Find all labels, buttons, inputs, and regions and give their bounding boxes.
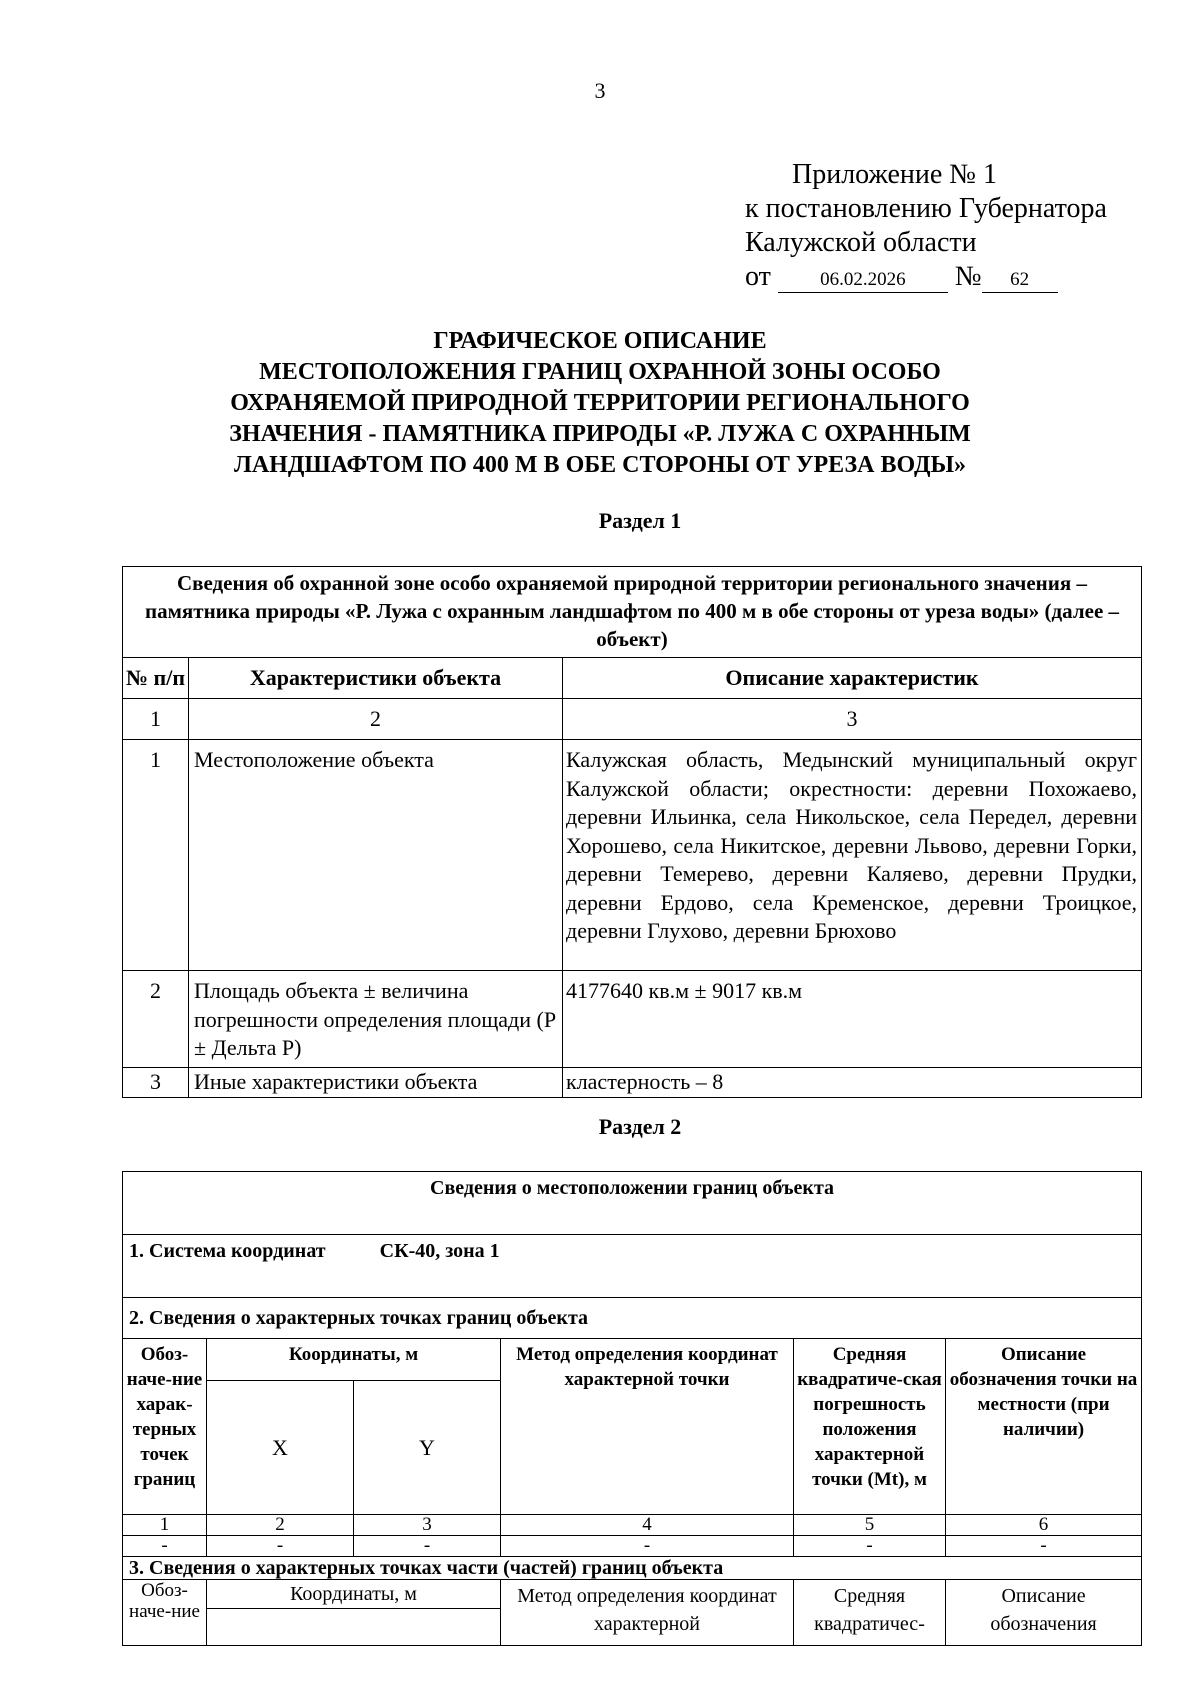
table-row bbox=[123, 740, 1142, 971]
header-number: № п/п bbox=[123, 658, 189, 699]
row-characteristic: Местоположение объекта bbox=[189, 740, 563, 971]
parts-header-description: Описание обозначения bbox=[946, 1580, 1142, 1646]
parts-header-method: Метод определения координат характерной bbox=[501, 1580, 794, 1646]
title-line: ОХРАНЯЕМОЙ ПРИРОДНОЙ ТЕРРИТОРИИ РЕГИОНАЛЬНОГО bbox=[230, 390, 970, 416]
header-designation: Обоз-наче-ние харак-терных точек границ bbox=[123, 1339, 207, 1515]
title-line: ЗНАЧЕНИЯ - ПАМЯТНИКА ПРИРОДЫ «Р. ЛУЖА С ОХРАННЫМ bbox=[229, 421, 971, 447]
header-y: Y bbox=[354, 1381, 501, 1515]
header-method: Метод определения координат характерной точки bbox=[501, 1339, 794, 1515]
column-number: 1 bbox=[123, 1515, 207, 1536]
title-line: ГРАФИЧЕСКОЕ ОПИСАНИЕ bbox=[433, 328, 767, 354]
coordinate-system-label: 1. Система координат bbox=[129, 1240, 326, 1262]
row-value: кластерность – 8 bbox=[563, 1068, 1142, 1098]
empty-cell: - bbox=[354, 1536, 501, 1557]
header-point-description: Описание обозначения точки на местности (при наличии) bbox=[946, 1339, 1142, 1515]
header-characteristics: Характеристики объекта bbox=[189, 658, 563, 699]
row-number: 1 bbox=[123, 740, 189, 971]
row-characteristic: Площадь объекта ± величина погрешности определения площади (Р ± Дельта Р) bbox=[189, 971, 563, 1068]
row-value: 4177640 кв.м ± 9017 кв.м bbox=[563, 971, 1142, 1068]
row-number: 2 bbox=[123, 971, 189, 1068]
column-number: 4 bbox=[501, 1515, 794, 1536]
section1-caption: Сведения об охранной зоне особо охраняемой природной территории регионального значения – памятника природы «Р. Лужа с охранным ландшафтом по 400 м в обе стороны от уреза воды» (далее – объект) bbox=[123, 567, 1142, 658]
date-prefix: от bbox=[745, 261, 771, 292]
section1-heading: Раздел 1 bbox=[598, 508, 682, 533]
header-error: Средняя квадратиче-ская погрешность положения характерной точки (Mt), м bbox=[794, 1339, 946, 1515]
table-row bbox=[123, 1068, 1142, 1098]
number-value: 62 bbox=[982, 268, 1058, 293]
coordinate-system-row bbox=[123, 1235, 1142, 1298]
parts-header-coordinates: Координаты, м bbox=[207, 1580, 501, 1609]
column-number: 1 bbox=[123, 699, 189, 740]
column-number: 5 bbox=[794, 1515, 946, 1536]
row-characteristic: Иные характеристики объекта bbox=[189, 1068, 563, 1098]
row-number: 3 bbox=[123, 1068, 189, 1098]
header-x: X bbox=[207, 1381, 354, 1515]
column-number: 3 bbox=[354, 1515, 501, 1536]
title-line: МЕСТОПОЛОЖЕНИЯ ГРАНИЦ ОХРАННОЙ ЗОНЫ ОСОБО bbox=[259, 359, 941, 385]
parts-header-error: Средняя квадратичес- bbox=[794, 1580, 946, 1646]
coordinate-system-value: СК-40, зона 1 bbox=[379, 1240, 500, 1262]
empty-cell: - bbox=[794, 1536, 946, 1557]
section2-caption: Сведения о местоположении границ объекта bbox=[123, 1172, 1142, 1235]
table-row bbox=[123, 1536, 1142, 1557]
appendix-line2: к постановлению Губернатора bbox=[745, 193, 1107, 224]
empty-cell: - bbox=[207, 1536, 354, 1557]
empty-cell: - bbox=[501, 1536, 794, 1557]
title-line: ЛАНДШАФТОМ ПО 400 М В ОБЕ СТОРОНЫ ОТ УРЕЗА ВОДЫ» bbox=[233, 452, 967, 478]
empty-cell: - bbox=[946, 1536, 1142, 1557]
column-number: 2 bbox=[189, 699, 563, 740]
document-title bbox=[150, 326, 1050, 481]
points-label: 2. Сведения о характерных точках границ объекта bbox=[123, 1298, 1142, 1339]
number-sign: № bbox=[954, 261, 982, 292]
date-value: 06.02.2026 bbox=[778, 268, 948, 293]
parts-header-designation: Обоз-наче-ние bbox=[123, 1580, 207, 1646]
section1-table bbox=[122, 566, 1142, 1098]
section2-heading: Раздел 2 bbox=[598, 1114, 682, 1139]
header-description: Описание характеристик bbox=[563, 658, 1142, 699]
parts-label: 3. Сведения о характерных точках части (частей) границ объекта bbox=[123, 1557, 1142, 1580]
empty-cell: - bbox=[123, 1536, 207, 1557]
section2-table bbox=[122, 1171, 1142, 1646]
table-row bbox=[123, 971, 1142, 1068]
column-number: 3 bbox=[563, 699, 1142, 740]
appendix-line3: Калужской области bbox=[745, 227, 977, 258]
header-coordinates: Координаты, м bbox=[207, 1339, 501, 1381]
row-value: Калужская область, Медынский муниципальный округ Калужской области; окрестности: деревни Похожаево, деревни Ильинка, села Никольское, села Передел, деревни Хорошево, села Никитское, деревни Львово, деревни Горки, деревни Темерево, деревни Каляево, деревни Прудки, деревни Ердово, села Кременское, деревни Троицкое, деревни Глухово, деревни Брюхово bbox=[563, 740, 1142, 971]
page-number: 3 bbox=[594, 78, 606, 103]
appendix-date-row bbox=[745, 260, 1107, 294]
parts-coordinates-subcell bbox=[207, 1609, 501, 1646]
appendix-block bbox=[745, 158, 1107, 294]
column-number: 2 bbox=[207, 1515, 354, 1536]
column-number: 6 bbox=[946, 1515, 1142, 1536]
appendix-line1: Приложение № 1 bbox=[792, 159, 997, 190]
